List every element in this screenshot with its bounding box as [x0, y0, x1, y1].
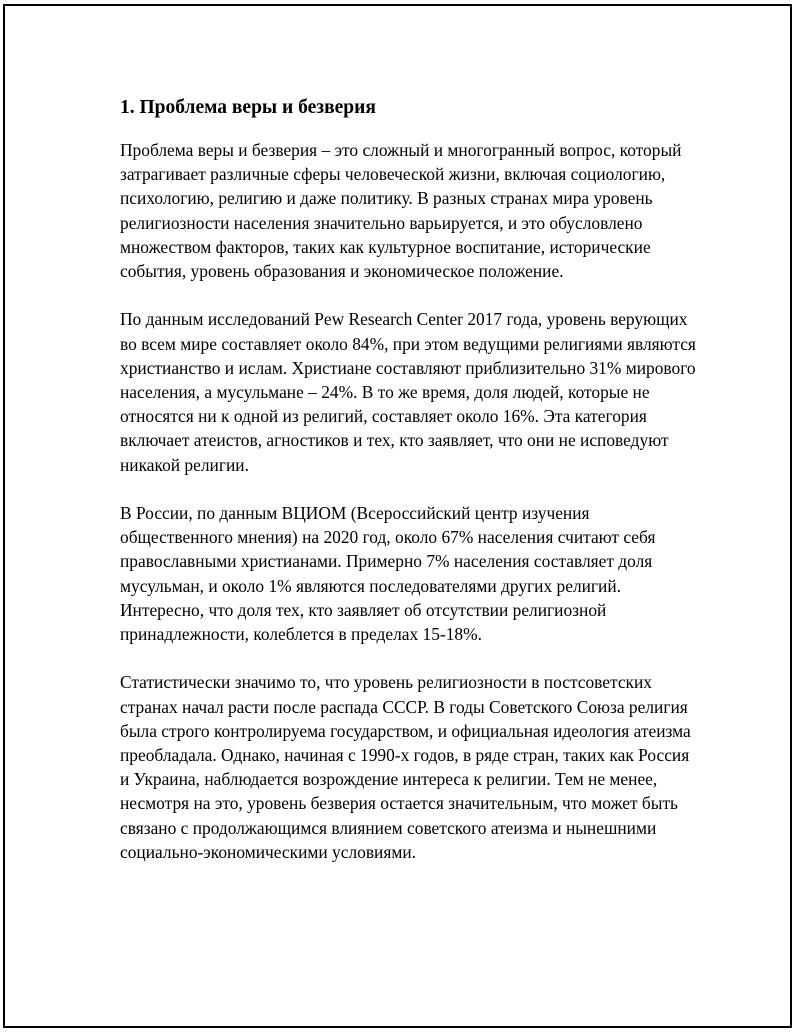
paragraph-1: Проблема веры и безверия – это сложный и многогранный вопрос, который затрагивает различные сферы человеческой жизни, включая социологию, психологию, религию и даже политику. В разных странах мира уровень религиозности населения значительно варьируется, и это обусловлено множеством факторов, таких как культурное воспитание, исторические события, уровень образования и экономическое положение. [120, 140, 682, 282]
paragraph-2: По данным исследований Pew Research Center 2017 года, уровень верующих во всем мире составляет около 84%, при этом ведущими религиями являются христианство и ислам. Христиане составляют приблизительно 31% мирового населения, а мусульмане – 24%. В то же время, доля людей, которые не относятся ни к одной из религий, составляет около 16%. Эта категория включает атеистов, агностиков и тех, кто заявляет, что они не исповедуют никакой религии. [120, 309, 696, 475]
paragraph-4: Статистически значимо то, что уровень религиозности в постсоветских странах начал расти после распада СССР. В годы Советского Союза религия была строго контролируема государством, и официальная идеология атеизма преобладала. Однако, начиная с 1990-х годов, в ряде стран, таких как Россия и Украина, наблюдается возрождение интереса к религии. Тем не менее, несмотря на это, уровень безверия остается значительным, что может быть связано с продолжающимся влиянием советского атеизма и нынешними социально-экономическими условиями. [120, 672, 691, 862]
section-heading: 1. Проблема веры и безверия [120, 97, 376, 118]
page-frame [3, 4, 792, 1028]
paragraph-3: В России, по данным ВЦИОМ (Всероссийский центр изучения общественного мнения) на 2020 год, около 67% населения считают себя православными христианами. Примерно 7% населения составляет доля мусульман, и около 1% являются последователями других религий. Интересно, что доля тех, кто заявляет об отсутствии религиозной принадлежности, колеблется в пределах 15-18%. [120, 503, 656, 645]
document-body [120, 94, 700, 888]
